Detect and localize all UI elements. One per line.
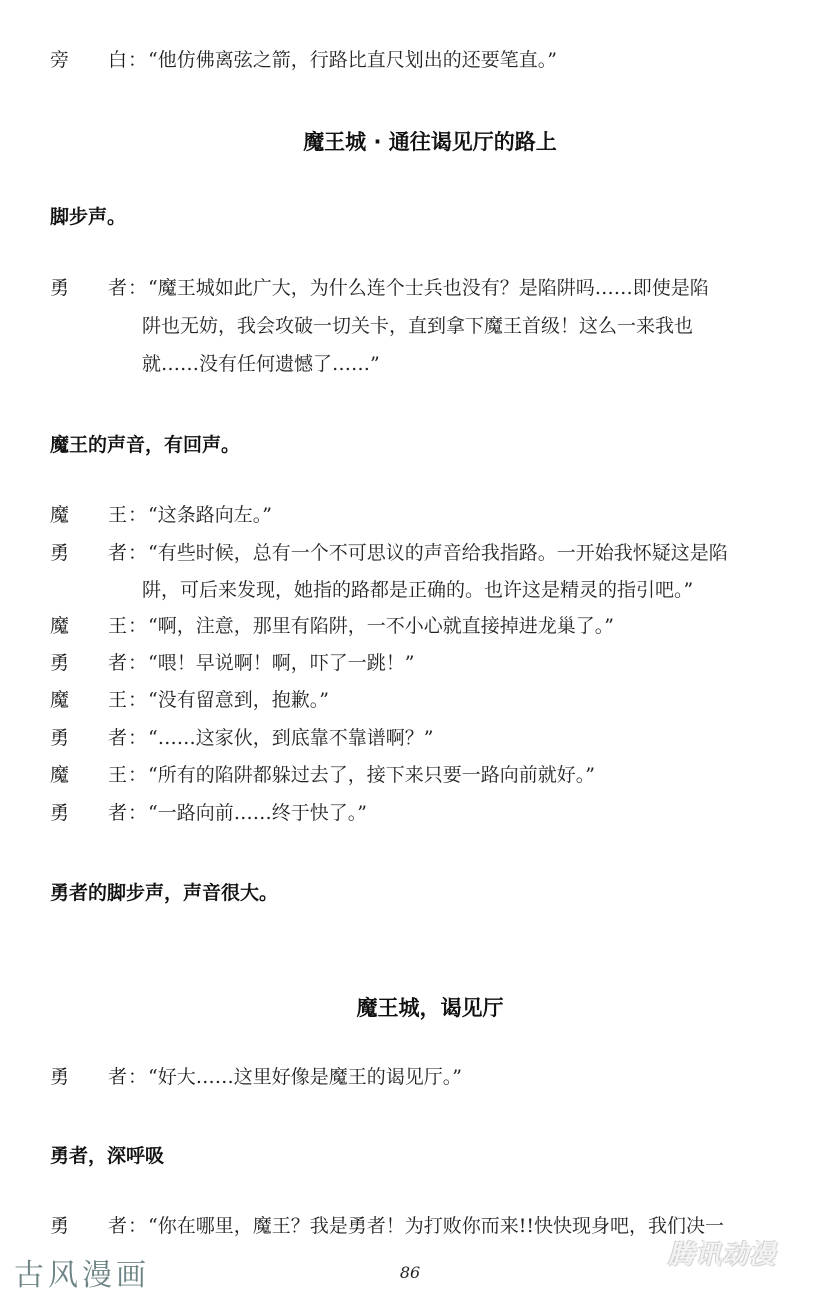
speech-line: “没有留意到，抱歉。”: [148, 689, 329, 711]
speaker-char-2: 王: [108, 615, 128, 637]
speech-line: “……这家伙，到底靠不靠谱啊？”: [148, 727, 434, 749]
speaker-colon: ：: [128, 764, 148, 786]
speaker-char-2: 者: [108, 652, 128, 674]
speech-continuation: 阱，可后来发现，她指的路都是正确的。也许这是精灵的指引吧。”: [142, 579, 694, 601]
speaker-char-2: 王: [108, 689, 128, 711]
watermark-tencent-comics: 腾讯动漫: [668, 1240, 777, 1270]
speaker-char-2: 者: [108, 727, 128, 749]
speaker-colon: ：: [128, 652, 148, 674]
speech-line: “你在哪里，魔王？我是勇者！为打败你而来!!快快现身吧，我们决一: [148, 1215, 724, 1237]
speech-line: “他仿佛离弦之箭，行路比直尺划出的还要笔直。”: [148, 49, 557, 71]
speaker-char-2: 王: [108, 764, 128, 786]
speaker-char-1: 勇: [50, 652, 70, 674]
speaker-colon: ：: [128, 727, 148, 749]
speaker-colon: ：: [128, 1066, 148, 1088]
watermark-gufeng-manhua: 古风漫画: [14, 1258, 150, 1293]
speech-continuation: 就……没有任何遗憾了……”: [142, 353, 380, 375]
stage-direction: 勇者，深呼吸: [50, 1145, 165, 1167]
speech-line: “好大……这里好像是魔王的谒见厅。”: [148, 1066, 462, 1088]
stage-direction: 勇者的脚步声，声音很大。: [50, 882, 279, 904]
speaker-char-1: 旁: [50, 49, 70, 71]
speaker-char-1: 勇: [50, 1215, 70, 1237]
speaker-char-2: 者: [108, 277, 128, 299]
scene-heading: 魔王城 · 通往谒见厅的路上: [303, 130, 557, 154]
speaker-colon: ：: [128, 542, 148, 564]
speech-line: “所有的陷阱都躲过去了，接下来只要一路向前就好。”: [148, 764, 595, 786]
speaker-colon: ：: [128, 277, 148, 299]
speaker-colon: ：: [128, 504, 148, 526]
speaker-char-1: 勇: [50, 1066, 70, 1088]
page-number: 86: [399, 1263, 421, 1282]
speaker-char-2: 王: [108, 504, 128, 526]
scene-heading: 魔王城，谒见厅: [356, 996, 504, 1020]
speaker-colon: ：: [128, 615, 148, 637]
speech-line: “一路向前……终于快了。”: [148, 802, 367, 824]
stage-direction: 魔王的声音，有回声。: [50, 434, 241, 456]
speaker-char-1: 魔: [50, 689, 70, 711]
speech-line: “魔王城如此广大，为什么连个士兵也没有？是陷阱吗……即使是陷: [148, 277, 709, 299]
speaker-char-1: 魔: [50, 764, 70, 786]
speaker-colon: ：: [128, 1215, 148, 1237]
speaker-colon: ：: [128, 689, 148, 711]
speaker-char-2: 者: [108, 1066, 128, 1088]
speech-line: “喂！早说啊！啊，吓了一跳！”: [148, 652, 415, 674]
speech-line: “啊，注意，那里有陷阱，一不小心就直接掉进龙巢了。”: [148, 615, 614, 637]
speech-line: “有些时候，总有一个不可思议的声音给我指路。一开始我怀疑这是陷: [148, 542, 728, 564]
speaker-char-1: 勇: [50, 277, 70, 299]
speaker-char-2: 者: [108, 1215, 128, 1237]
speaker-char-1: 勇: [50, 727, 70, 749]
speaker-char-1: 勇: [50, 542, 70, 564]
speaker-char-1: 魔: [50, 615, 70, 637]
speaker-char-2: 者: [108, 802, 128, 824]
speaker-colon: ：: [128, 802, 148, 824]
speech-line: “这条路向左。”: [148, 504, 272, 526]
speaker-char-2: 者: [108, 542, 128, 564]
speech-continuation: 阱也无妨，我会攻破一切关卡，直到拿下魔王首级！这么一来我也: [142, 315, 694, 337]
speaker-colon: ：: [128, 49, 148, 71]
speaker-char-2: 白: [108, 49, 128, 71]
speaker-char-1: 魔: [50, 504, 70, 526]
stage-direction: 脚步声。: [50, 206, 127, 228]
speaker-char-1: 勇: [50, 802, 70, 824]
